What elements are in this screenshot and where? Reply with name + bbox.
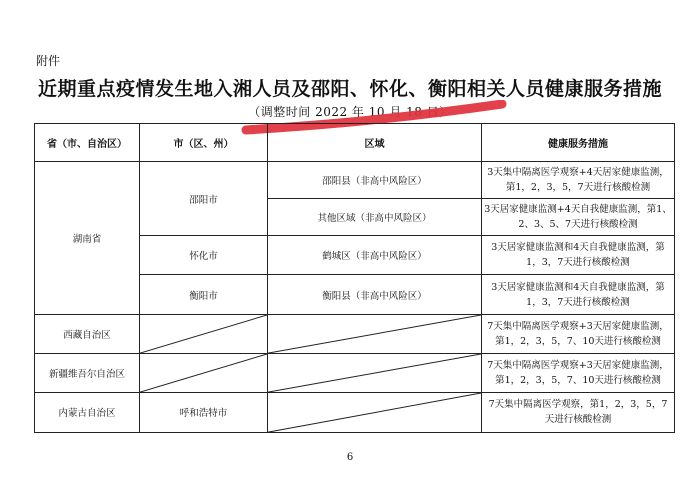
attachment-label: 附件 xyxy=(36,54,61,68)
header-city: 市（区、州） xyxy=(140,124,268,162)
empty-diagonal-cell xyxy=(140,353,268,392)
table-row xyxy=(35,353,675,392)
area-cell: 邵阳县（非高中风险区） xyxy=(268,162,482,199)
empty-diagonal-cell xyxy=(140,314,268,353)
area-cell: 鹤城区（非高中风险区） xyxy=(268,236,482,275)
city-cell: 衡阳市 xyxy=(140,275,268,314)
document-title: 近期重点疫情发生地入湘人员及邵阳、怀化、衡阳相关人员健康服务措施 xyxy=(37,78,662,100)
page-number: 6 xyxy=(346,452,354,463)
empty-diagonal-cell xyxy=(268,392,482,432)
measure-cell: 7天集中隔离医学观察+3天居家健康监测，第1，2，3，5，7、10天进行核酸检测 xyxy=(482,353,675,392)
adjustment-date: （调整时间 2022 年 10 月 18 日） xyxy=(248,105,452,119)
province-cell: 内蒙古自治区 xyxy=(35,392,140,432)
area-cell: 其他区域（非高中风险区） xyxy=(268,199,482,236)
area-cell: 衡阳县（非高中风险区） xyxy=(268,275,482,314)
province-cell: 湖南省 xyxy=(35,162,140,314)
measure-cell: 7天集中隔离医学观察+3天居家健康监测，第1，2，3，5，7、10天进行核酸检测 xyxy=(482,314,675,353)
measure-cell: 3天集中隔离医学观察+4天居家健康监测，第1，2，3，5，7天进行核酸检测 xyxy=(482,162,675,199)
measure-cell: 3天居家健康监测和4天自我健康监测，第1，3，7天进行核酸检测 xyxy=(482,236,675,275)
empty-diagonal-cell xyxy=(268,353,482,392)
header-province: 省（市、自治区） xyxy=(35,124,140,162)
city-cell: 呼和浩特市 xyxy=(140,392,268,432)
measure-cell: 3天居家健康监测+4天自我健康监测，第1、2、3、5、7天进行核酸检测 xyxy=(482,199,675,236)
table-row xyxy=(35,162,675,199)
health-measures-table xyxy=(34,123,675,433)
province-cell: 西藏自治区 xyxy=(35,314,140,353)
measure-cell: 3天居家健康监测和4天自我健康监测，第1，3，7天进行核酸检测 xyxy=(482,275,675,314)
table-row xyxy=(35,392,675,432)
province-cell: 新疆维吾尔自治区 xyxy=(35,353,140,392)
city-cell: 怀化市 xyxy=(140,236,268,275)
empty-diagonal-cell xyxy=(268,314,482,353)
table-row xyxy=(35,314,675,353)
header-measures: 健康服务措施 xyxy=(482,124,675,162)
city-cell: 邵阳市 xyxy=(140,162,268,236)
header-area: 区域 xyxy=(268,124,482,162)
table-header-row xyxy=(35,124,675,162)
measure-cell: 7天集中隔离医学观察，第1，2，3，5，7天进行核酸检测 xyxy=(482,392,675,432)
